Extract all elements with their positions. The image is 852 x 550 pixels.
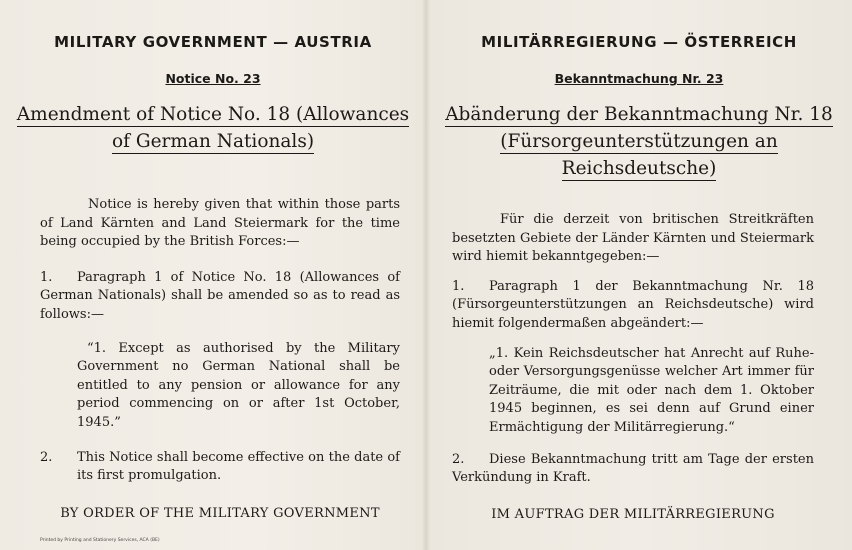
german-quote: „1. Kein Reichsdeutscher hat Anrecht auf Ruhe- oder Versorgungsgenüsse welcher Art immer für Zeiträume, die mit oder nach dem 1. Oktober 1945 beginnen, es sei denn auf Grund einer Ermächtigung der Militärregierung.“ [489, 345, 814, 435]
german-order-signature: IM AUFTRAG DER MILITÄRREGIERUNG [491, 506, 775, 522]
german-column [426, 0, 852, 550]
german-title-line2: (Fürsorgeunterstützungen an [500, 131, 778, 152]
english-quote: “1. Except as authorised by the Military Government no German National shall be entitled to any pension or allowance for any period commencing on or after 1st October, 1945.” [77, 340, 400, 430]
german-item-2 [452, 451, 814, 488]
english-title-line1: Amendment of Notice No. 18 (Allowances [16, 104, 410, 125]
german-title [426, 101, 852, 182]
english-notice-number-text: Notice No. 23 [165, 71, 261, 86]
english-item-2-text: This Notice shall become effective on the date of its first promulgation. [77, 449, 400, 484]
english-notice-number [0, 71, 426, 86]
german-notice-number [426, 71, 852, 86]
german-item-2-number: 2. [452, 451, 465, 467]
german-item-1-number: 1. [452, 278, 465, 294]
english-item-1 [40, 269, 400, 325]
printer-footer: Printed by Printing and Stationery Services, ACA (BE) [40, 538, 160, 543]
english-body [40, 196, 400, 523]
german-title-line1: Abänderung der Bekanntmachung Nr. 18 [445, 104, 833, 125]
english-intro: Notice is hereby given that within those parts of Land Kärnten and Land Steiermark for the time being occupied by the British Forces:— [40, 197, 400, 250]
english-title-line2: of German Nationals) [111, 131, 315, 152]
german-item-1-text: Paragraph 1 der Bekanntmachung Nr. 18 (Fürsorgeunterstützungen an Reichsdeutsche) wird hiemit folgendermaßen abgeändert:— [452, 278, 814, 331]
english-title [0, 101, 426, 155]
german-intro: Für die derzeit von britischen Streitkräften besetzten Gebiete der Länder Kärnten und Steiermark wird hiemit bekanntgegeben:— [452, 212, 814, 265]
english-item-1-number: 1. [40, 269, 53, 285]
english-item-2 [40, 449, 400, 486]
english-header: MILITARY GOVERNMENT — AUSTRIA [54, 33, 372, 51]
english-item-1-text: Paragraph 1 of Notice No. 18 (Allowances of German Nationals) shall be amended so as to read as follows:— [40, 269, 400, 322]
english-item-2-number: 2. [40, 449, 53, 465]
german-notice-number-text: Bekanntmachung Nr. 23 [554, 71, 724, 86]
german-header: MILITÄRREGIERUNG — ÖSTERREICH [481, 33, 797, 51]
english-order-signature: BY ORDER OF THE MILITARY GOVERNMENT [60, 505, 380, 521]
german-item-1 [452, 278, 814, 334]
german-body [452, 211, 814, 524]
german-item-2-text: Diese Bekanntmachung tritt am Tage der ersten Verkündung in Kraft. [452, 451, 814, 486]
german-title-line3: Reichsdeutsche) [561, 158, 717, 179]
